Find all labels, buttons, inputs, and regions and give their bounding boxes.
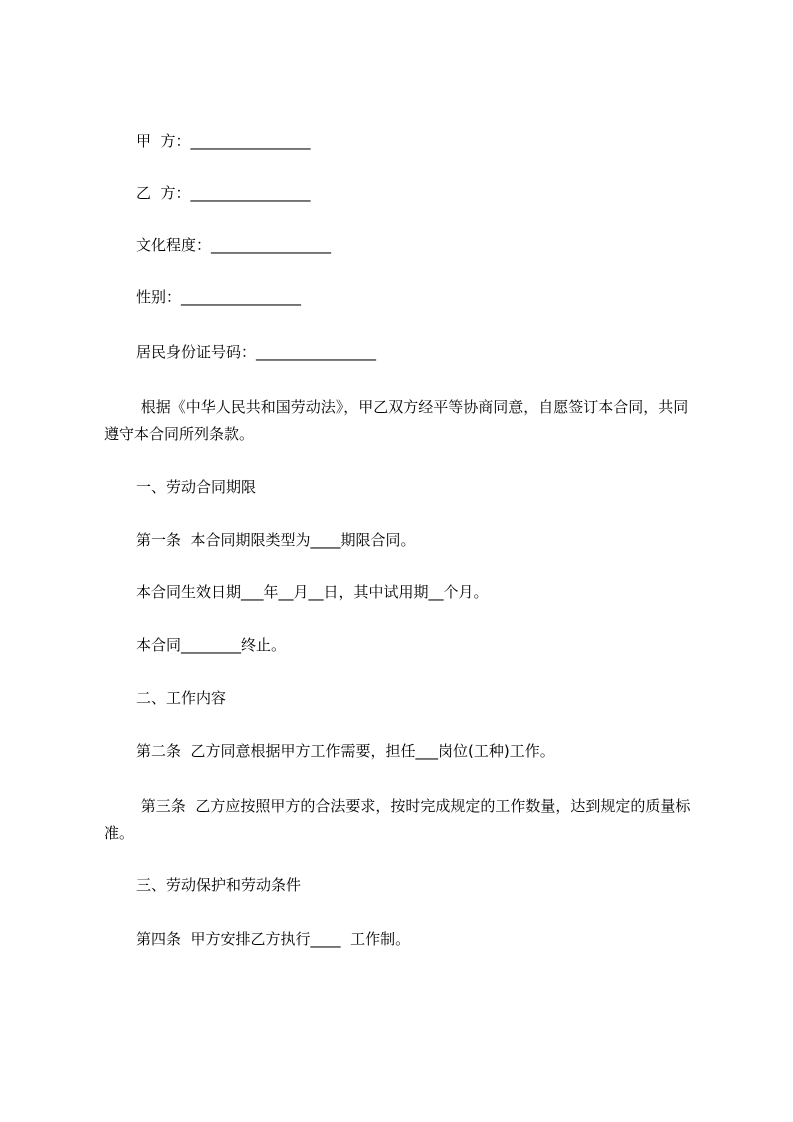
id-number-field: 居民身份证号码：________________ xyxy=(136,343,377,361)
article-4: 第四条 甲方安排乙方执行____ 工作制。 xyxy=(136,930,411,948)
section-heading-2: 二、工作内容 xyxy=(136,689,227,707)
party-a-field: 甲 方：________________ xyxy=(136,132,311,150)
article-1: 第一条 本合同期限类型为____期限合同。 xyxy=(136,531,416,549)
article-3: 第三条 乙方应按照甲方的合法要求，按时完成规定的工作数量，达到规定的质量标准。 xyxy=(104,797,691,842)
party-b-field: 乙 方：________________ xyxy=(136,184,311,202)
education-field: 文化程度：________________ xyxy=(136,236,332,254)
section-heading-1: 一、劳动合同期限 xyxy=(136,478,257,496)
article-2: 第二条 乙方同意根据甲方工作需要，担任___岗位(工种)工作。 xyxy=(136,742,555,760)
effective-date-line: 本合同生效日期___年__月__日，其中试用期__个月。 xyxy=(136,583,489,601)
termination-line: 本合同________终止。 xyxy=(136,636,287,654)
section-heading-3: 三、劳动保护和劳动条件 xyxy=(136,876,302,894)
preamble-paragraph: 根据《中华人民共和国劳动法》，甲乙双方经平等协商同意，自愿签订本合同，共同遵守本合同所列条款。 xyxy=(104,398,689,443)
gender-field: 性别：________________ xyxy=(136,288,302,306)
